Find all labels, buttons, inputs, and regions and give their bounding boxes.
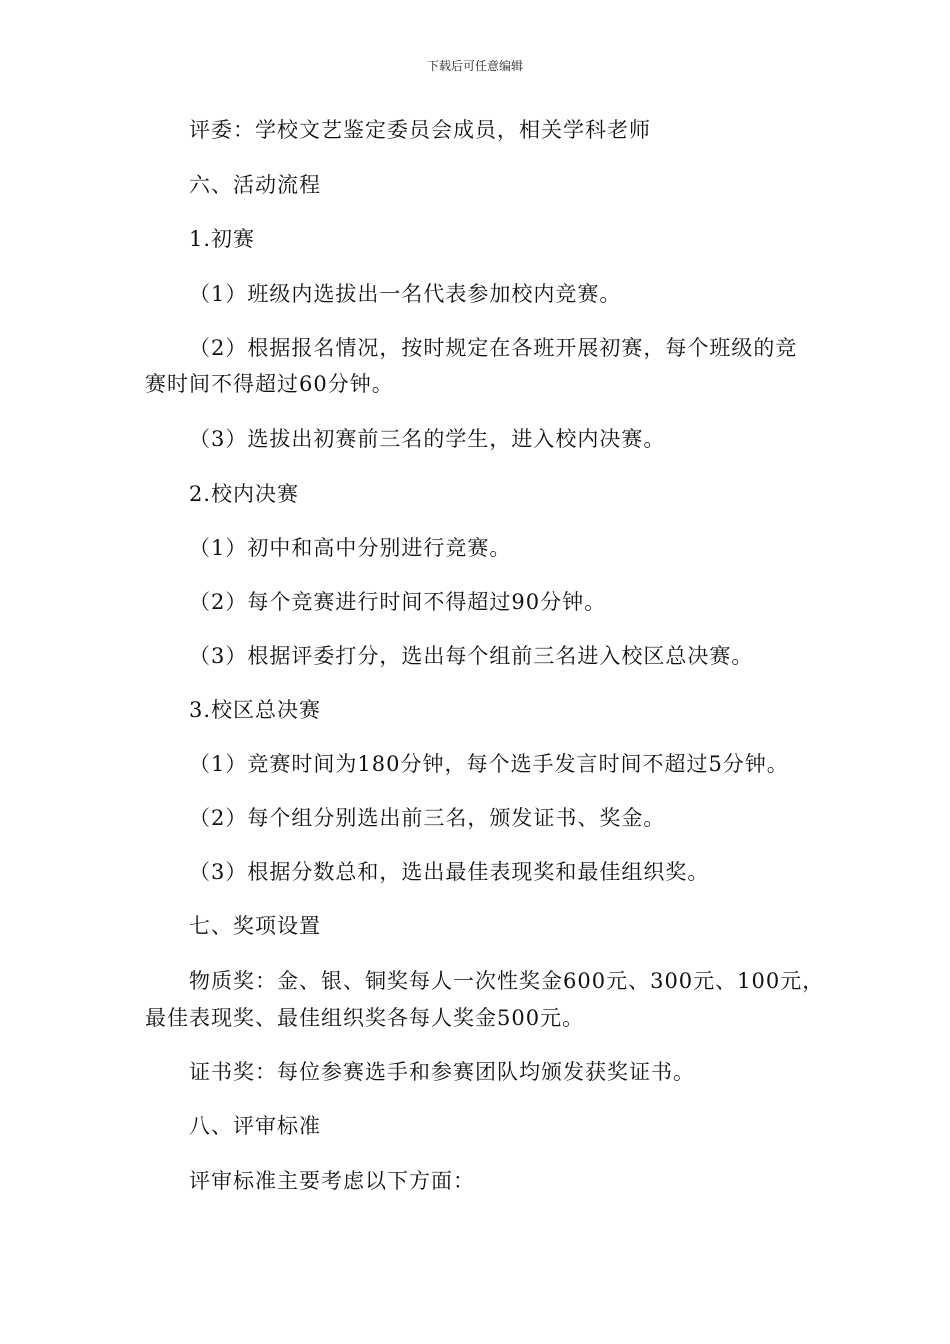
paragraph-line: （3）根据评委打分，选出每个组前三名进入校区总决赛。 — [189, 644, 754, 668]
paragraph-line: （1）初中和高中分别进行竞赛。 — [189, 536, 512, 560]
paragraph-line: （1）竞赛时间为180分钟，每个选手发言时间不超过5分钟。 — [189, 752, 789, 776]
paragraph-line: （1）班级内选拔出一名代表参加校内竞赛。 — [189, 282, 622, 306]
subheading-preliminary: 1.初赛 — [189, 227, 256, 251]
section-heading-process: 六、活动流程 — [189, 173, 321, 197]
paragraph-line: 物质奖：金、银、铜奖每人一次性奖金600元、300元、100元， — [189, 969, 825, 993]
paragraph-line-continuation: 赛时间不得超过60分钟。 — [145, 372, 394, 396]
paragraph-line-continuation: 最佳表现奖、最佳组织奖各每人奖金500元。 — [145, 1006, 585, 1030]
paragraph-line: 证书奖：每位参赛选手和参赛团队均颁发获奖证书。 — [189, 1060, 695, 1084]
paragraph-line: （3）根据分数总和，选出最佳表现奖和最佳组织奖。 — [189, 860, 710, 884]
section-heading-awards: 七、奖项设置 — [189, 914, 321, 938]
paragraph-line: （2）每个组分别选出前三名，颁发证书、奖金。 — [189, 806, 666, 830]
subheading-campus-final: 3.校区总决赛 — [189, 698, 322, 722]
judges-line: 评委：学校文艺鉴定委员会成员，相关学科老师 — [189, 118, 651, 142]
paragraph-line: （2）每个竞赛进行时间不得超过90分钟。 — [189, 590, 607, 614]
subheading-school-final: 2.校内决赛 — [189, 482, 300, 506]
page-header: 下载后可任意编辑 — [426, 59, 523, 73]
paragraph-line: （3）选拔出初赛前三名的学生，进入校内决赛。 — [189, 427, 666, 451]
section-heading-criteria: 八、评审标准 — [189, 1114, 321, 1138]
paragraph-line: 评审标准主要考虑以下方面： — [189, 1169, 475, 1193]
paragraph-line: （2）根据报名情况，按时规定在各班开展初赛，每个班级的竞 — [189, 336, 798, 360]
